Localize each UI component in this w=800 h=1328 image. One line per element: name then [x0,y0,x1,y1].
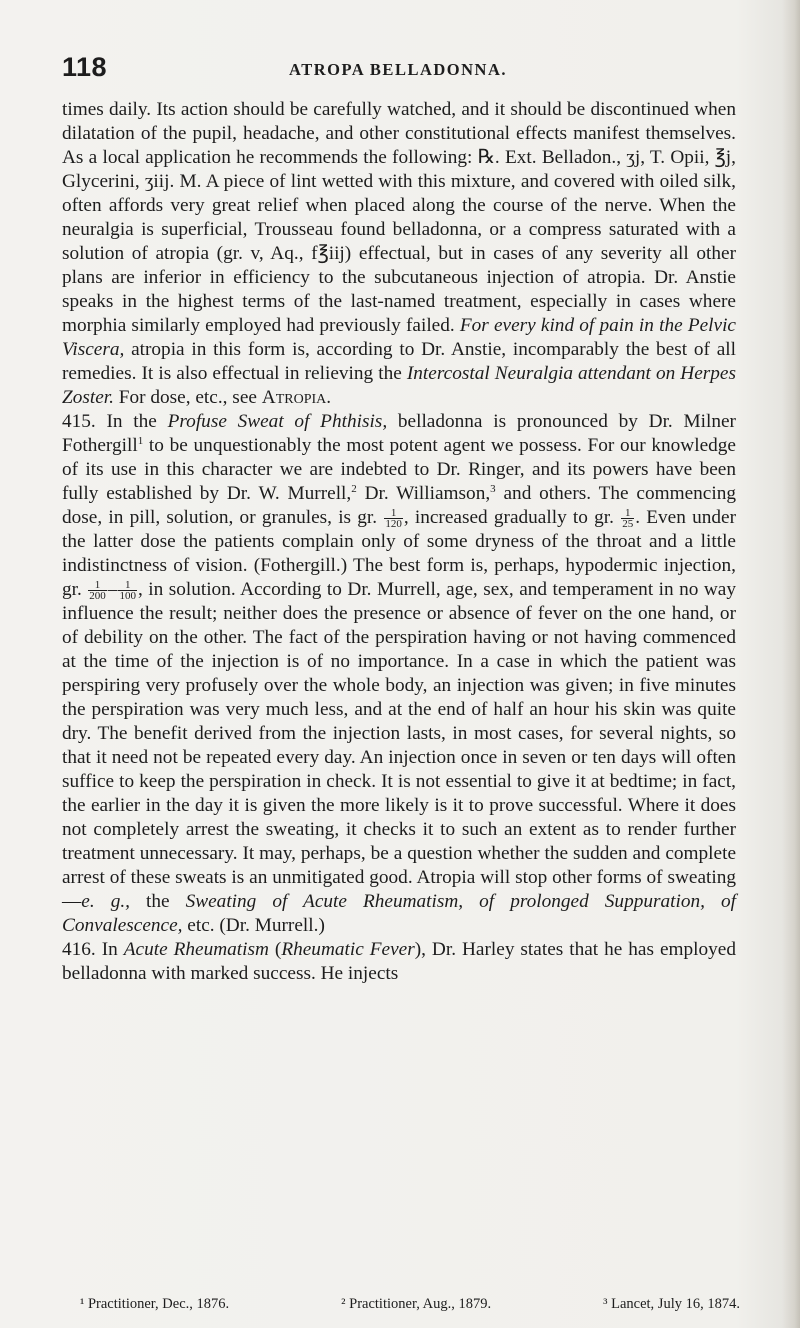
fraction: $\frac{1}{200}$ [89,579,106,602]
italic-phrase: Profuse Sweat of Phthisis, [167,411,388,432]
footnote-ref: 2 [351,483,357,495]
cross-reference: Atropia. [261,387,332,408]
page-header [62,52,734,86]
footnote-3: ³ Lancet, July 16, 1874. [603,1296,740,1312]
italic-phrase: Intercostal Neuralgia attendant on Herpes Zoster. [62,363,736,408]
italic-phrase: Sweating of Acute Rheumatism, of prolonged Suppuration, of Convalescence, [62,891,736,936]
footnote-2: ² Practitioner, Aug., 1879. [341,1296,492,1312]
fraction: $\frac{1}{120}$ [385,507,402,530]
footnotes [80,1295,740,1313]
footnote-ref: 3 [490,483,496,495]
paragraph-416: 416. In Acute Rheumatism (Rheumatic Fever), Dr. Harley states that he has employed belladonna with marked success. He injects [62,939,736,984]
italic-phrase: e. g., [81,891,130,912]
paragraph-415: 415. In the Profuse Sweat of Phthisis, belladonna is pronounced by Dr. Milner Fothergill$^1$ to be unquestionably the most potent agent we possess. For our knowledge of its use in this character we are indebted to Dr. Ringer, and its powers have been fully established by Dr. W. Murrell,$^2$ Dr. Williamson,$^3$ and others. The commencing dose, in pill, solution, or granules, is gr. $\frac{1}{120}$ , increased gradually to gr. $\frac{1}{25}$ . Even under the latter dose the patients complain only of some dryness of the throat and a little indistinctness of vision. (Fothergill.) The best form is, perhaps, hypodermic injection, gr. $\frac{1}{200}$ – $\frac{1}{100}$ , in solution. According to Dr. Murrell, age, sex, and temperament in no way influence the result; neither does the presence or absence of fever on the one hand, or of debility on the other. The fact of the perspiration having or not having commenced at the time of the injection is of no importance. In a case in which the patient was perspiring very profusely over the whole body, an injection was given; in five minutes the perspiration was very much less, and at the end of half an hour his skin was quite dry. The benefit derived from the injection lasts, in most cases, for several nights, so that it need not be repeated every day. An injection once in seven or ten days will often suffice to keep the perspiration in check. It is not essential to give it at bedtime; in fact, the earlier in the day it is given the more likely is it to prove successful. Where it does not completely arrest the sweating, it checks it to such an extent as to render further treatment unnecessary. It may, perhaps, be a question whether the sudden and complete arrest of these sweats is an unmitigated good. Atropia will stop other forms of sweating—e. g., the Sweating of Acute Rheumatism, of prolonged Suppuration, of Convalescence, etc. (Dr. Murrell.) [62,411,736,936]
paragraph-414-continued: times daily. Its action should be carefully watched, and it should be discontinued when dilatation of the pupil, headache, and other constitutional effects manifest themselves. As a local application he recommends the following: ℞. Ext. Belladon., ʒj, T. Opii, ℥j, Glycerini, ʒiij. M. A piece of lint wetted with this mixture, and covered with oiled silk, often affords very great relief when placed along the course of the nerve. When the neuralgia is superficial, Trousseau found belladonna, or a compress saturated with a solution of atropia (gr. v, Aq., f℥iij) effectual, but in cases of any severity all other plans are inferior in efficiency to the subcutaneous injection of atropia. Dr. Anstie speaks in the highest terms of the last-named treatment, especially in cases where morphia similarly employed had previously failed. For every kind of pain in the Pelvic Viscera, atropia in this form is, according to Dr. Anstie, incomparably the best of all remedies. It is also effectual in relieving the Intercostal Neuralgia attendant on Herpes Zoster. For dose, etc., see Atropia. [62,99,736,408]
fraction: $\frac{1}{25}$ [622,507,634,530]
italic-phrase: Rheumatic Fever [281,939,415,960]
running-title: ATROPA BELLADONNA. [289,60,507,79]
page-edge-shadow [782,0,800,1328]
page-number: 118 [62,52,108,82]
italic-phrase: For every kind of pain in the Pelvic Viscera, [62,315,736,360]
footnote-1: ¹ Practitioner, Dec., 1876. [80,1296,230,1312]
italic-phrase: Acute Rheumatism [123,939,269,960]
body-text [62,98,736,986]
footnote-ref: 1 [137,435,144,447]
fraction: $\frac{1}{100}$ [119,579,136,602]
